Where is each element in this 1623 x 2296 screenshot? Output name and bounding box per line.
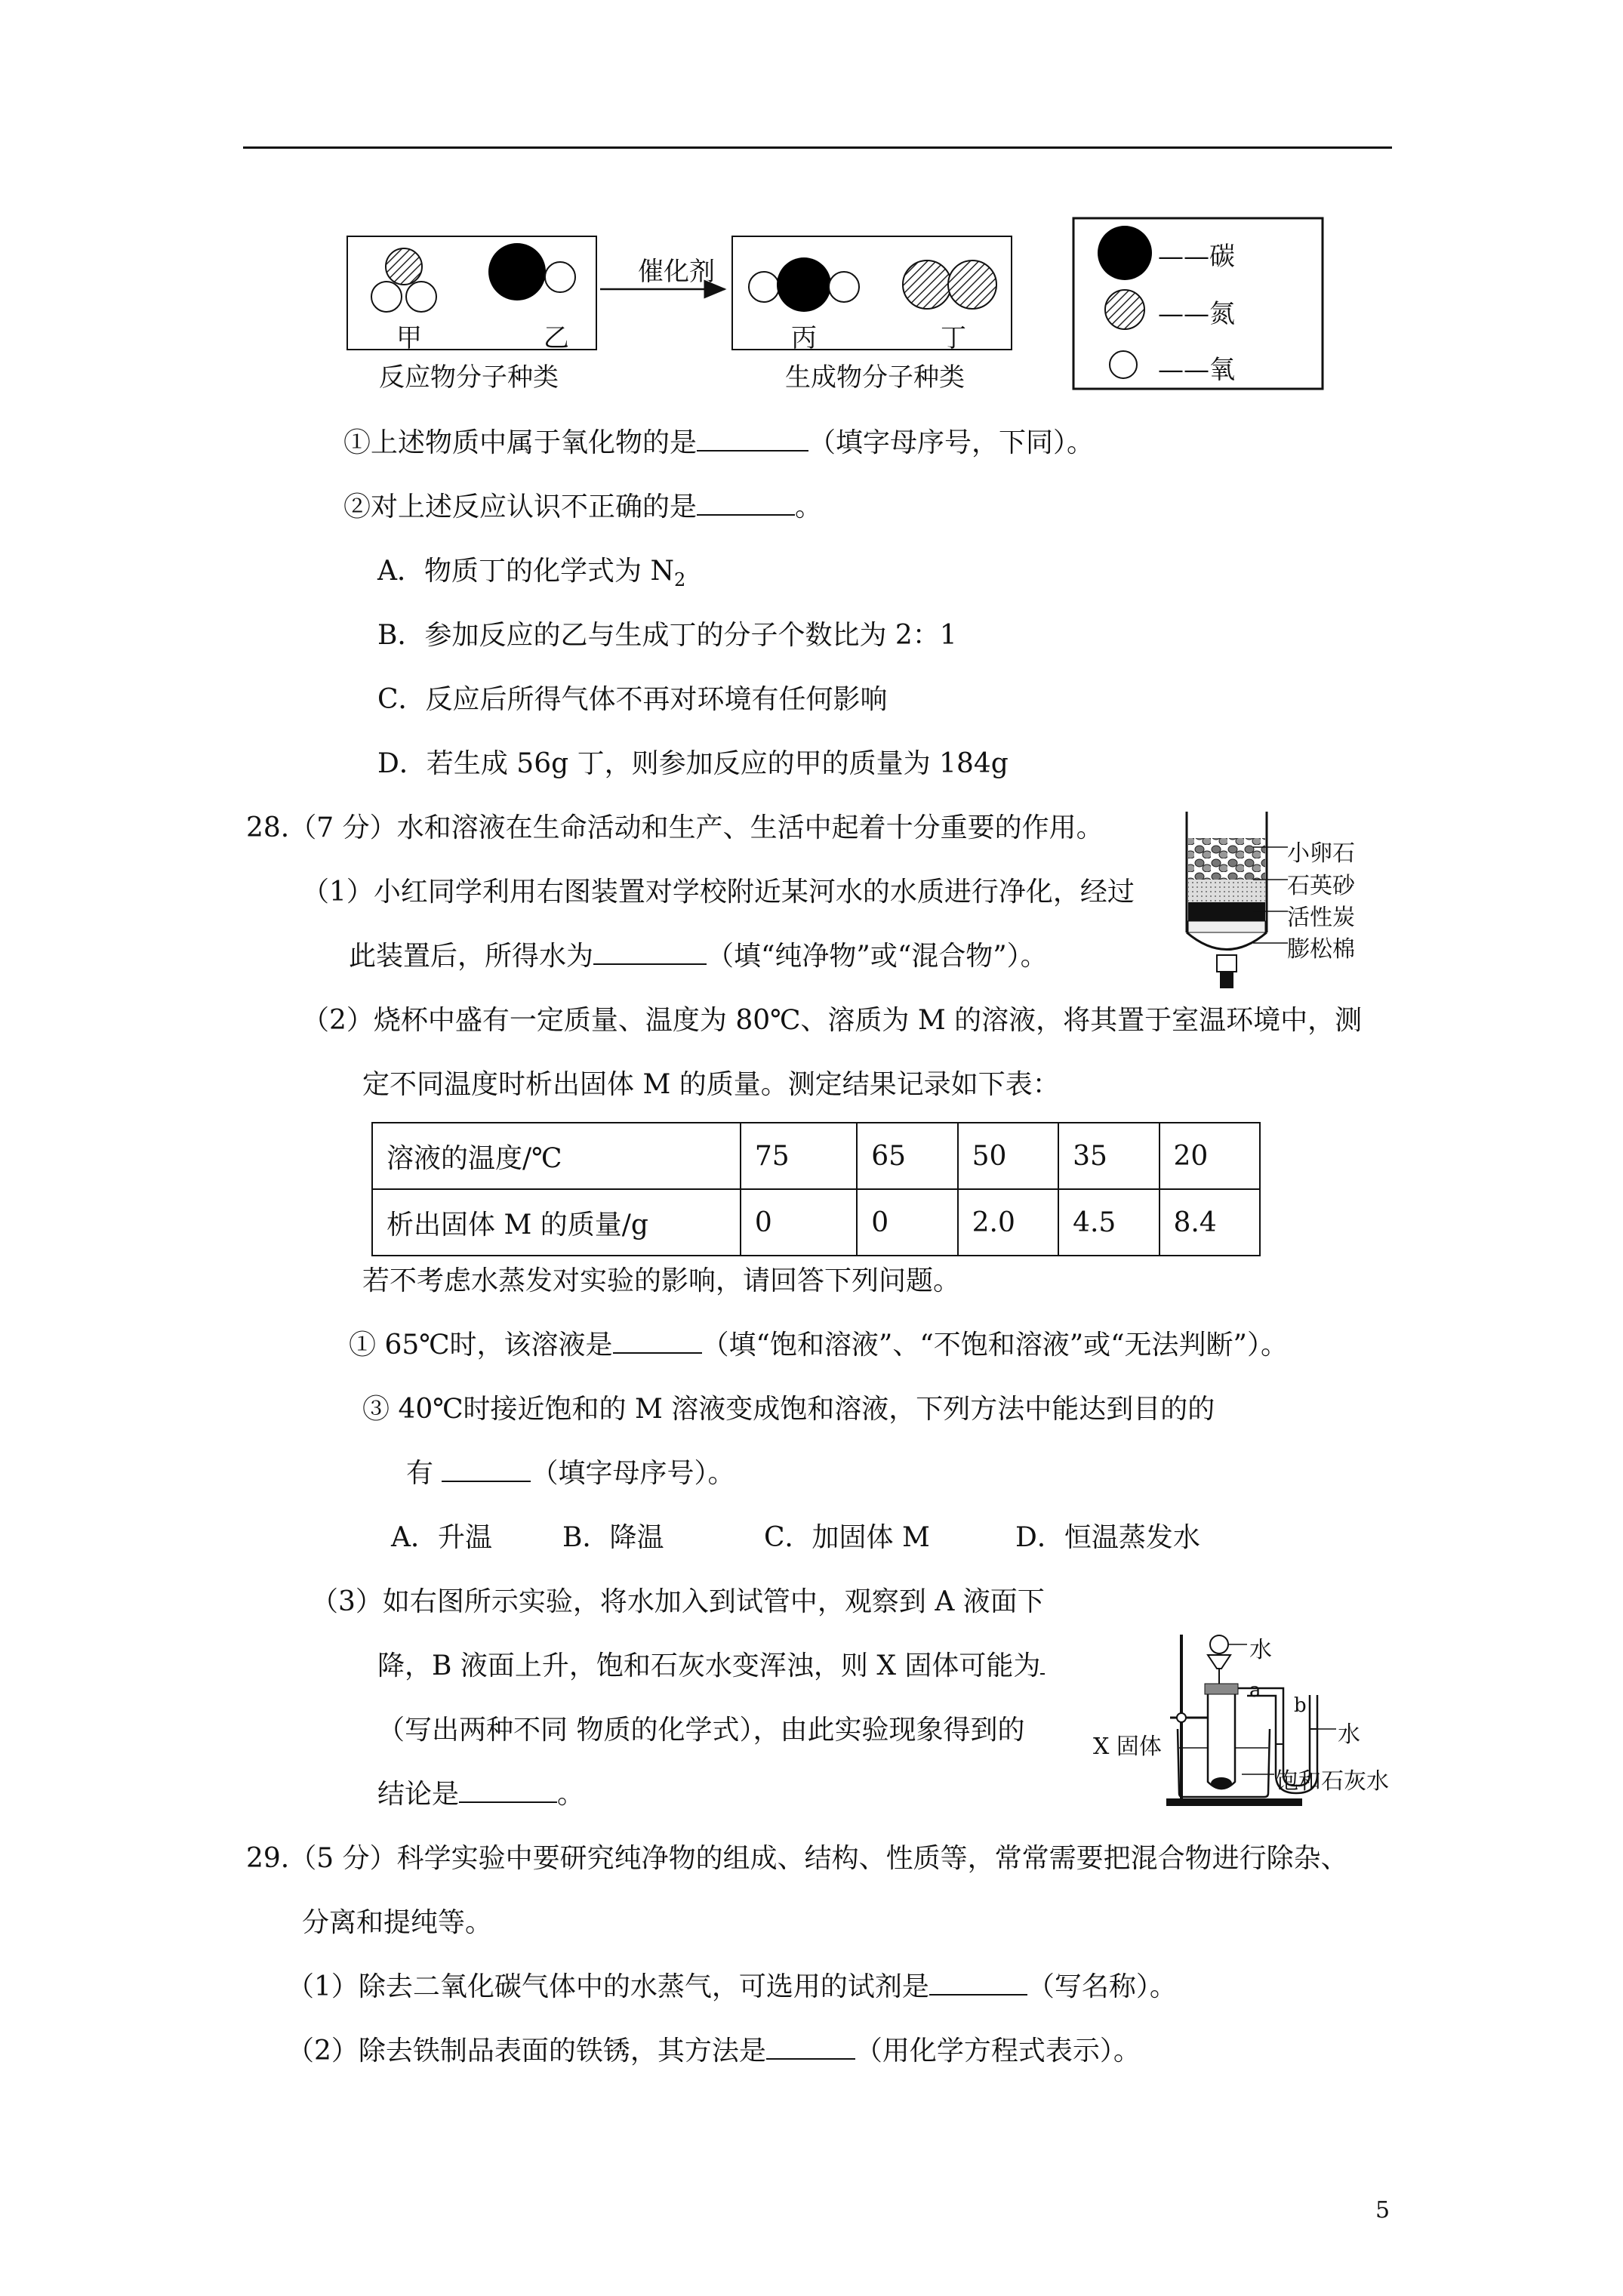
q28-opt-d: D．恒温蒸发水 (1015, 1522, 1200, 1553)
molecule-jia (371, 248, 436, 312)
q28-p2c: 若不考虑水蒸发对实验的影响，请回答下列问题。 (362, 1265, 961, 1296)
table-cell: 75 (741, 1123, 857, 1189)
page-number: 5 (1375, 2197, 1390, 2224)
apparatus-limewater: 饱和石灰水 (1276, 1768, 1389, 1795)
apparatus-label-b: b (1294, 1694, 1307, 1717)
label-bing: 丙 (791, 323, 817, 353)
apparatus-water-side: 水 (1338, 1721, 1360, 1748)
table-cell: 50 (958, 1123, 1058, 1189)
q28-p1a: （1）小红同学利用右图装置对学校附近某河水的水质进行净化，经过 (302, 877, 1135, 908)
reactant-caption: 反应物分子种类 (379, 362, 559, 393)
q27-option-d: D．若生成 56g 丁，则参加反应的甲的质量为 184g (377, 748, 1009, 779)
table-cell: 8.4 (1160, 1189, 1260, 1256)
table-cell: 4.5 (1058, 1189, 1159, 1256)
label-ding: 丁 (941, 323, 966, 353)
q28-s3a: ③ 40℃时接近饱和的 M 溶液变成饱和溶液，下列方法中能达到目的的 (362, 1394, 1215, 1425)
filter-label-cotton: 膨松棉 (1287, 936, 1355, 963)
q27-s2: ②对上述反应认识不正确的是 。 (343, 492, 823, 522)
q28-p3c: （写出两种不同 物质的化学式），由此实验现象得到的 (377, 1715, 1025, 1746)
q28-p3b: 降，B 液面上升，饱和石灰水变浑浊，则 X 固体可能为 (377, 1650, 1045, 1683)
label-yi: 乙 (544, 323, 569, 353)
q28-opt-c: C．加固体 M (764, 1522, 930, 1553)
table-row (372, 1123, 1260, 1189)
q28-opt-a: A．升温 (391, 1522, 492, 1553)
table-row (372, 1189, 1260, 1256)
label-jia: 甲 (396, 323, 422, 353)
q28-p2a: （2）烧杯中盛有一定质量、温度为 80℃、溶质为 M 的溶液，将其置于室温环境中，测 (302, 1005, 1363, 1036)
table-cell: 0 (741, 1189, 857, 1256)
apparatus-label-a: a (1249, 1679, 1261, 1702)
catalyst-label: 催化剂 (638, 257, 715, 287)
legend-carbon: ——碳 (1158, 242, 1235, 272)
q28-opt-b: B．降温 (562, 1522, 664, 1553)
q27-option-b: B．参加反应的乙与生成丁的分子个数比为 2：1 (377, 620, 957, 651)
product-caption: 生成物分子种类 (785, 362, 965, 393)
q28-s1: ① 65℃时，该溶液是 （填“饱和溶液”、“不饱和溶液”或“无法判断”）。 (349, 1330, 1288, 1361)
filter-leader-lines (1253, 831, 1289, 959)
filter-label-carbon: 活性炭 (1287, 905, 1355, 931)
filter-label-quartz: 石英砂 (1287, 873, 1355, 899)
q28-p2b: 定不同温度时析出固体 M 的质量。测定结果记录如下表： (362, 1069, 1060, 1100)
q28-p3d: 结论是 。 (377, 1779, 585, 1810)
q29-title2: 分离和提纯等。 (302, 1907, 493, 1938)
table-cell: 65 (857, 1123, 957, 1189)
table-cell: 析出固体 M 的质量/g (372, 1189, 741, 1256)
q28-s3b: 有 （填字母序号）。 (406, 1458, 735, 1489)
molecule-ding (903, 260, 996, 309)
data-table (371, 1122, 1261, 1256)
table-cell: 2.0 (958, 1189, 1058, 1256)
legend-oxygen: ——氧 (1158, 355, 1235, 385)
q29-p1: （1）除去二氧化碳气体中的水蒸气，可选用的试剂是 （写名称）。 (287, 1971, 1177, 2002)
legend-nitrogen: ——氮 (1158, 299, 1235, 329)
header-rule (243, 146, 1392, 149)
table-cell: 0 (857, 1189, 957, 1256)
table-cell: 20 (1160, 1123, 1260, 1189)
q28-p3a: （3）如右图所示实验，将水加入到试管中，观察到 A 液面下 (311, 1586, 1045, 1617)
apparatus-x-solid: X 固体 (1093, 1734, 1162, 1760)
q28-title: 28.（7 分）水和溶液在生命活动和生产、生活中起着十分重要的作用。 (246, 812, 1104, 843)
q27-s1: ①上述物质中属于氧化物的是 （填字母序号，下同）。 (343, 427, 1095, 458)
table-cell: 溶液的温度/℃ (372, 1123, 741, 1189)
table-cell: 35 (1058, 1123, 1159, 1189)
apparatus-water-top: 水 (1249, 1637, 1272, 1663)
molecule-bing (749, 257, 859, 312)
q27-option-a: A．物质丁的化学式为 $N_2$ (377, 556, 686, 591)
q28-p1b: 此装置后，所得水为 （填“纯净物”或“混合物”）。 (349, 941, 1048, 972)
molecule-yi (488, 243, 575, 300)
q27-option-c: C．反应后所得气体不再对环境有任何影响 (377, 684, 888, 715)
q29-p2: （2）除去铁制品表面的铁锈，其方法是 （用化学方程式表示）。 (287, 2036, 1141, 2066)
filter-label-pebbles: 小卵石 (1287, 840, 1355, 867)
q29-title: 29.（5 分）科学实验中要研究纯净物的组成、结构、性质等，常常需要把混合物进行除杂、 (246, 1843, 1348, 1874)
